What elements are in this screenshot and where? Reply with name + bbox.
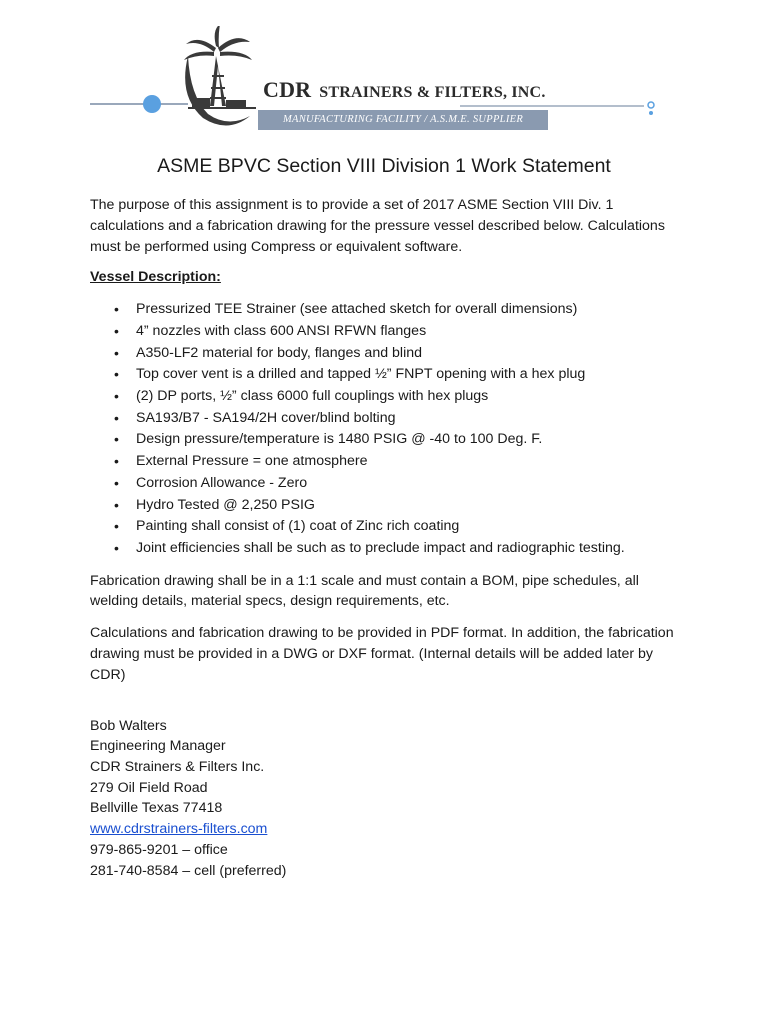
list-item: • External Pressure = one atmosphere — [90, 451, 690, 473]
fabrication-paragraph: Fabrication drawing shall be in a 1:1 scale and must contain a BOM, pipe schedules, all welding details, material specs, design requirements, etc. — [90, 572, 639, 610]
tagline-bar: MANUFACTURING FACILITY / A.S.M.E. SUPPLIER — [258, 110, 548, 130]
list-item: • Pressurized TEE Strainer (see attached sketch for overall dimensions) — [90, 299, 690, 321]
small-dot-icon — [649, 111, 653, 115]
list-item: • SA193/B7 - SA194/2H cover/blind bolting — [90, 408, 690, 430]
list-item: • Painting shall consist of (1) coat of Zinc rich coating — [90, 516, 690, 538]
list-item: • Hydro Tested @ 2,250 PSIG — [90, 495, 690, 517]
list-item: • Design pressure/temperature is 1480 PSIG @ -40 to 100 Deg. F. — [90, 429, 690, 451]
cell-phone: 281-740-8584 – cell (preferred) — [90, 862, 287, 879]
company-name-big: CDR — [263, 77, 312, 102]
list-item: • (2) DP ports, ½” class 6000 full couplings with hex plugs — [90, 386, 690, 408]
formats-paragraph: Calculations and fabrication drawing to be provided in PDF format. In addition, the fabrication drawing must be provided in a DWG or DXF format. (Internal details will be added later by CDR) — [90, 625, 674, 683]
address-line-2: Bellville Texas 77418 — [90, 800, 223, 817]
document-title: ASME BPVC Section VIII Division 1 Work Statement — [157, 155, 611, 177]
office-phone: 979-865-9201 – office — [90, 841, 228, 858]
signer-company: CDR Strainers & Filters Inc. — [90, 759, 265, 776]
signer-title: Engineering Manager — [90, 738, 226, 755]
signer-name: Bob Walters — [90, 717, 167, 734]
list-item: • 4” nozzles with class 600 ANSI RFWN flanges — [90, 321, 690, 343]
document-body — [90, 195, 690, 881]
address-line-1: 279 Oil Field Road — [90, 779, 208, 796]
blue-circle-icon — [143, 95, 161, 113]
signature-block — [90, 716, 690, 882]
list-item: • Top cover vent is a drilled and tapped ½” FNPT opening with a hex plug — [90, 364, 690, 386]
list-item: • Corrosion Allowance - Zero — [90, 473, 690, 495]
company-name — [263, 77, 546, 103]
oil-derrick-logo-icon — [184, 26, 256, 126]
vessel-description-heading: Vessel Description: — [90, 269, 221, 286]
letterhead — [88, 26, 680, 148]
intro-paragraph: The purpose of this assignment is to provide a set of 2017 ASME Section VIII Div. 1 calculations and a fabrication drawing for the pressure vessel described below. Calculations must be performed using Compress or equivalent software. — [90, 197, 665, 255]
list-item: • Joint efficiencies shall be such as to preclude impact and radiographic testing. — [90, 538, 690, 560]
company-name-rest: STRAINERS & FILTERS, INC. — [319, 84, 546, 101]
website-link[interactable]: www.cdrstrainers-filters.com — [90, 821, 268, 838]
list-item: • A350-LF2 material for body, flanges and blind — [90, 343, 690, 365]
small-circle-icon — [648, 102, 654, 108]
vessel-description-list — [90, 299, 690, 559]
